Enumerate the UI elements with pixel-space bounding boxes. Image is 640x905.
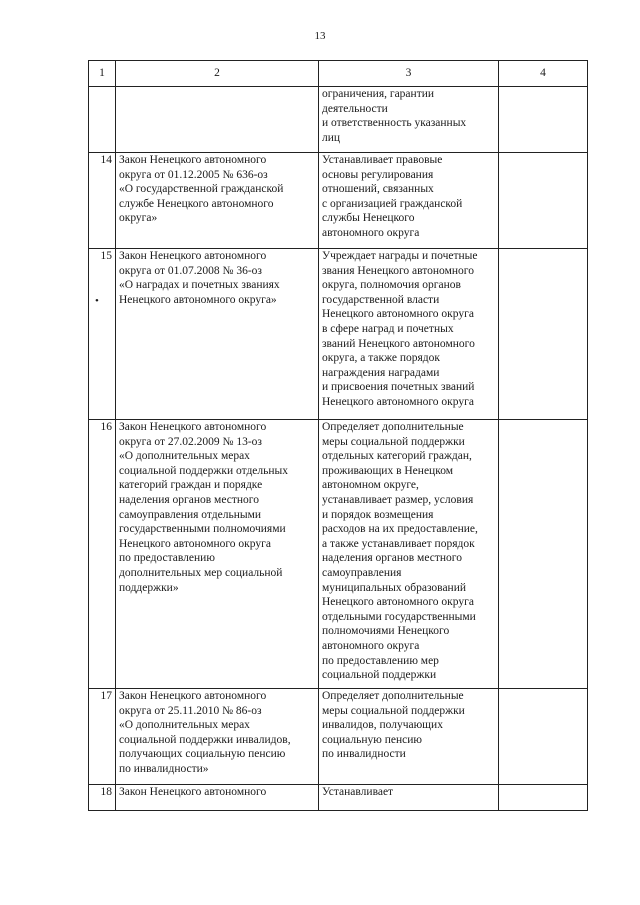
table-row [89, 87, 588, 153]
column-header: 4 [499, 61, 588, 87]
law-title-cell: Закон Ненецкого автономного округа от 01.07.2008 № 36-оз «О наградах и почетных званиях Ненецкого автономного округа» [116, 249, 319, 420]
law-title-cell: Закон Ненецкого автономного округа от 27.02.2009 № 13-оз «О дополнительных мерах социальной поддержки отдельных категорий граждан и порядке наделения органов местного самоуправления отдельными государственными полномочиями Ненецкого автономного округа по предоставлению дополнительных мер социальной поддержки» [116, 420, 319, 689]
table-row [89, 153, 588, 249]
description-cell: Определяет дополнительные меры социальной поддержки инвалидов, получающих социальную пенсию по инвалидности [319, 689, 499, 785]
column-header: 3 [319, 61, 499, 87]
row-number [89, 87, 116, 153]
page-number: 13 [314, 30, 326, 42]
row-number: 15 [100, 250, 112, 262]
law-title-cell: Закон Ненецкого автономного округа от 25.11.2010 № 86-оз «О дополнительных мерах социальной поддержки инвалидов, получающих социальную пенсию по инвалидности» [116, 689, 319, 785]
notes-cell [499, 420, 588, 689]
row-number-cell [89, 249, 116, 420]
notes-cell [499, 689, 588, 785]
table-row [89, 689, 588, 785]
table-row [89, 249, 588, 420]
law-title-cell: Закон Ненецкого автономного округа от 01.12.2005 № 636-оз «О государственной гражданской службе Ненецкого автономного округа» [116, 153, 319, 249]
legislation-table [88, 60, 588, 811]
column-header: 1 [89, 61, 116, 87]
notes-cell [499, 153, 588, 249]
description-cell: Учреждает награды и почетные звания Ненецкого автономного округа, полномочия органов государственной власти Ненецкого автономного округа в сфере наград и почетных званий Ненецкого автономного округа, а также порядок награждения наградами и присвоения почетных званий Ненецкого автономного округа [319, 249, 499, 420]
law-title-cell: Закон Ненецкого автономного [116, 785, 319, 811]
row-number: 14 [89, 153, 116, 249]
row-number: 18 [89, 785, 116, 811]
description-cell: Устанавливает [319, 785, 499, 811]
description-cell: Определяет дополнительные меры социальной поддержки отдельных категорий граждан, проживающих в Ненецком автономном округе, устанавливает размер, условия и порядок возмещения расходов на их предоставление, а также устанавливает порядок наделения органов местного самоуправления муниципальных образований Ненецкого автономного округа отдельными государственными полномочиями Ненецкого автономного округа по предоставлению мер социальной поддержки [319, 420, 499, 689]
row-number: 16 [89, 420, 116, 689]
row-number: 17 [89, 689, 116, 785]
table-row [89, 785, 588, 811]
column-header: 2 [116, 61, 319, 87]
description-cell: Устанавливает правовые основы регулирования отношений, связанных с организацией гражданской службы Ненецкого автономного округа [319, 153, 499, 249]
law-title-cell [116, 87, 319, 153]
notes-cell [499, 249, 588, 420]
notes-cell [499, 87, 588, 153]
notes-cell [499, 785, 588, 811]
table-header-row [89, 61, 588, 87]
table-row [89, 420, 588, 689]
margin-dot-mark: • [95, 295, 99, 307]
description-cell: ограничения, гарантии деятельности и ответственность указанных лиц [319, 87, 499, 153]
